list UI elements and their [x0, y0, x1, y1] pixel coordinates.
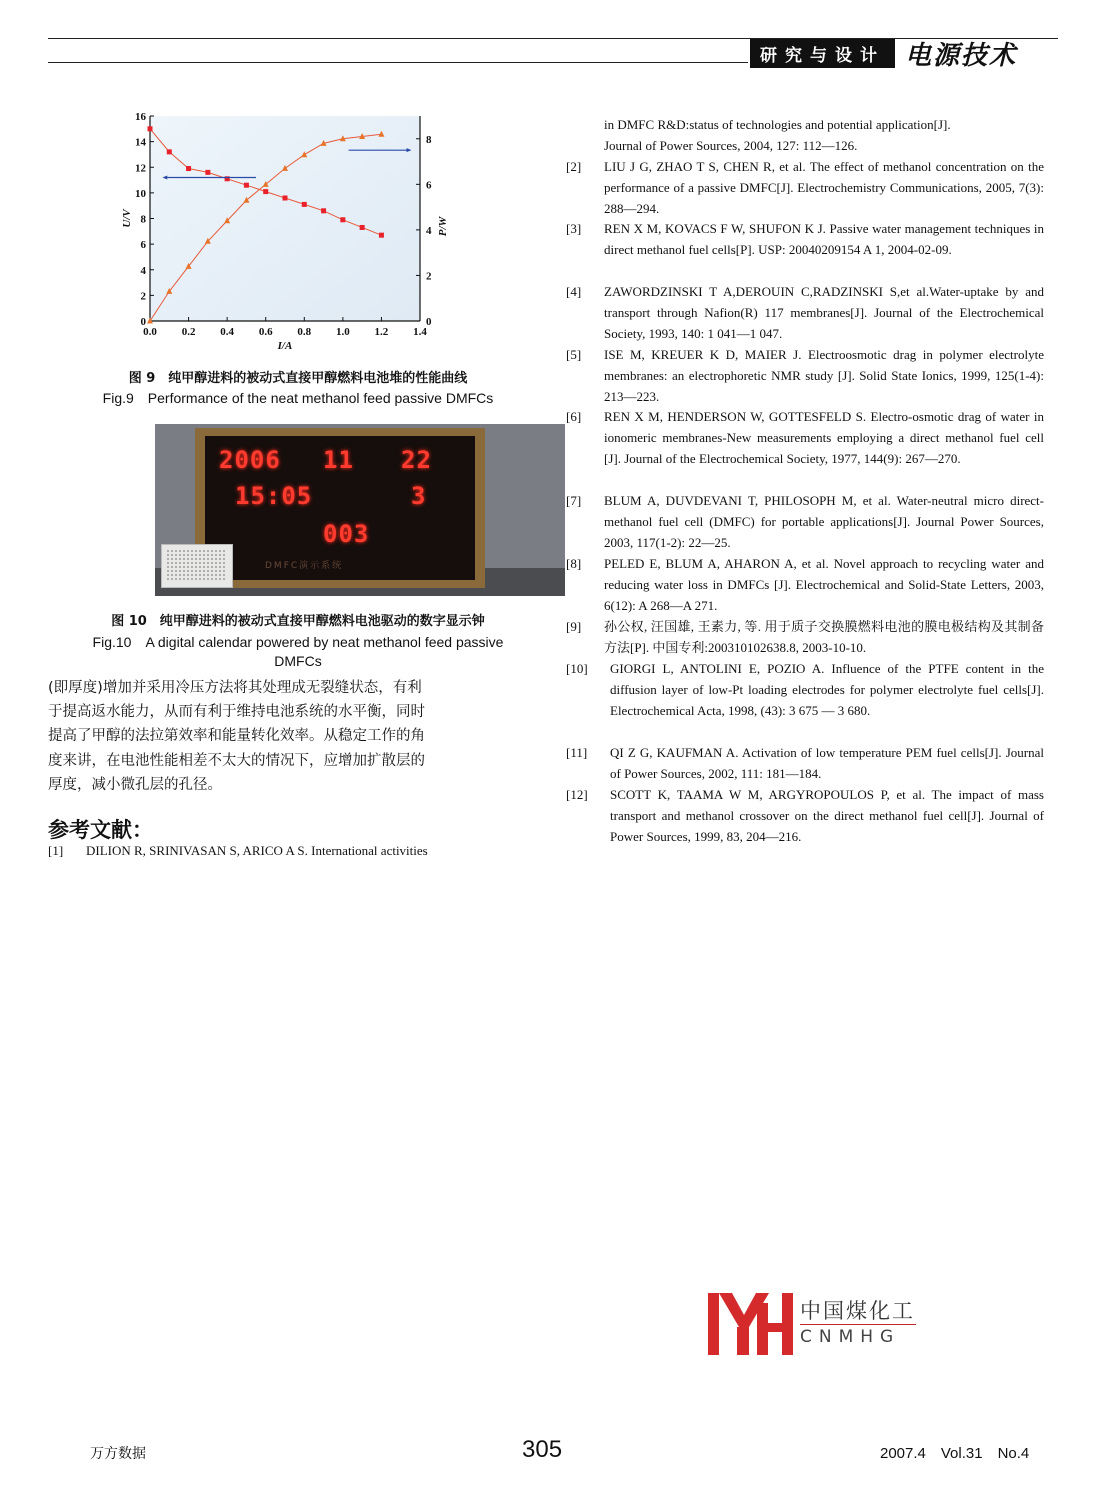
page-number: 305: [522, 1436, 563, 1463]
reference-6: [566, 406, 1044, 469]
reference-8: [566, 553, 1044, 616]
point-U: [167, 149, 172, 154]
clock-label: DMFC演示系统: [265, 561, 344, 571]
point-U: [360, 225, 365, 230]
reference-3: [566, 218, 1044, 260]
reference-4: [566, 281, 1044, 344]
journal-title: 电源技术: [905, 40, 1018, 71]
fuel-cell-box: [161, 544, 233, 588]
ref-text: ZAWORDZINSKI T A,DEROUIN C,RADZINSKI S,et al.Water-uptake by and transport through Nafion(R) 117 membranes[J]. Journal of the Electrochemical Society, 1993, 140: 1 041—1 047.: [604, 284, 1044, 341]
y-left-tick-label: 8: [140, 213, 146, 226]
ref-text: DILION R, SRINIVASAN S, ARICO A S. International activities: [86, 843, 428, 858]
ref-number: [12]: [566, 787, 588, 802]
y-left-tick-label: 4: [140, 264, 146, 277]
reference-12: [566, 784, 1044, 847]
y-left-tick-label: 2: [140, 290, 146, 303]
y-left-tick-label: 14: [135, 136, 146, 149]
logo-mark-icon: [708, 1293, 794, 1355]
ref-number: [5]: [566, 347, 582, 362]
point-U: [321, 208, 326, 213]
body-line: 度来讲，在电池性能相差不太大的情况下，应增加扩散层的: [48, 752, 425, 769]
body-line: 于提高返水能力，从而有利于维持电池系统的水平衡，同时: [48, 704, 425, 721]
fig9-chart: [120, 108, 449, 358]
ref-number: [3]: [566, 221, 582, 236]
section-label: 研究与设计: [750, 39, 895, 68]
fig9-caption-cn: 图 9 纯甲醇进料的被动式直接甲醇燃料电池堆的性能曲线: [128, 371, 468, 386]
y-right-tick-label: 2: [426, 270, 432, 283]
ref-number: [6]: [566, 409, 582, 424]
logo-text-en: CNMHG: [800, 1327, 901, 1347]
y-right-tick-label: 8: [426, 133, 432, 146]
body-line: (即厚度)增加并采用冷压方法将其处理成无裂缝状态，有利: [48, 680, 422, 696]
ref-number: [8]: [566, 556, 582, 571]
x-axis-label: I/A: [277, 340, 293, 352]
y-left-tick-label: 0: [140, 316, 146, 328]
clock-frame: [195, 428, 485, 588]
point-U: [283, 196, 288, 201]
y-left-tick-label: 6: [140, 239, 146, 252]
ref-text: LIU J G, ZHAO T S, CHEN R, et al. The effect of methanol concentration on the performance of a passive DMFC[J]. Electrochemistry Communications, 2005, 7(3): 288—294.: [604, 159, 1044, 216]
logo-text-cn: 中国煤化工: [800, 1299, 915, 1323]
x-tick-label: 0.6: [258, 326, 273, 338]
ref-text: Journal of Power Sources, 2004, 127: 112—126.: [604, 138, 858, 153]
reference-1-cont: [604, 114, 1044, 156]
ref-number: [7]: [566, 493, 582, 508]
y-left-tick-label: 16: [135, 111, 146, 123]
ref-text: PELED E, BLUM A, AHARON A, et al. Novel approach to recycling water and reducing water loss in DMFCs [J]. Electrochemical and Solid-State Letters, 2003, 6(12): A 268—A 271.: [604, 556, 1044, 613]
point-U: [302, 202, 307, 207]
clock-week: 3: [411, 482, 427, 510]
ref-text: GIORGI L, ANTOLINI E, POZIO A. Influence of the PTFE content in the diffusion layer of low-Pt loading electrodes for polymer electrolyte fuel cells[J]. Electrochemical Acta, 1998, (43): 3 675 — 3 680.: [610, 661, 1044, 718]
running-header: [750, 40, 1018, 71]
header-rule-thin: [48, 62, 748, 63]
ref-text: SCOTT K, TAAMA W M, ARGYROPOULOS P, et al. The impact of mass transport and methanol crossover on the direct methanol fuel cell[J]. Journal of Power Sources, 1999, 83, 204—216.: [610, 787, 1044, 844]
ref-number: [9]: [566, 619, 582, 634]
ref-text: BLUM A, DUVDEVANI T, PHILOSOPH M, et al. Water-neutral micro direct-methanol fuel cell (DMFC) for portable applications[J]. Journal Power Sources, 2003, 117(1-2): 22—25.: [604, 493, 1044, 550]
x-tick-label: 0.2: [181, 326, 196, 338]
ref-text: REN X M, HENDERSON W, GOTTESFELD S. Electro-osmotic drag of water in ionomeric membranes-New measurements employing a direct methanol fuel cell [J]. Journal of the Electrochemical Society, 1977, 144(9): 267—270.: [604, 409, 1044, 466]
y-left-axis-label: U/V: [121, 209, 133, 228]
point-U: [244, 183, 249, 188]
clock-year: 2006: [219, 446, 281, 474]
point-U: [186, 166, 191, 171]
reference-11: [566, 742, 1044, 784]
point-U: [263, 189, 268, 194]
reference-7: [566, 490, 1044, 553]
clock-face: [205, 436, 475, 580]
fig10-caption-en-1: Fig.10 A digital calendar powered by neat methanol feed passive: [92, 634, 504, 650]
cnmhg-logo: [708, 1293, 918, 1355]
point-U: [379, 233, 384, 238]
y-left-tick-label: 12: [135, 162, 146, 175]
ref-number: [2]: [566, 159, 582, 174]
issue-info: 2007.4 Vol.31 No.4: [880, 1445, 1030, 1462]
x-tick-label: 1.4: [413, 326, 427, 338]
reference-10: [566, 658, 1044, 721]
box-grille: [166, 549, 226, 581]
ref-text: in DMFC R&D:status of technologies and potential application[J].: [604, 117, 951, 132]
point-U: [148, 126, 153, 131]
clock-counter: 003: [323, 520, 370, 548]
x-tick-label: 1.2: [374, 326, 389, 338]
body-paragraph: [48, 676, 523, 797]
x-tick-label: 0.4: [220, 326, 235, 338]
ref-number: [1]: [48, 843, 64, 858]
ref-text: 孙公权, 汪国雄, 王素力, 等. 用于质子交换膜燃料电池的膜电极结构及其制备方法[P]. 中国专利:200310102638.8, 2003-10-10.: [604, 619, 1044, 655]
reference-2: [566, 156, 1044, 219]
ref-text: REN X M, KOVACS F W, SHUFON K J. Passive water management techniques in direct methanol fuel cells[P]. USP: 20040209154 A 1, 2004-02-09.: [604, 221, 1044, 257]
clock-time: 15:05: [235, 482, 313, 510]
reference-9: [566, 616, 1044, 658]
clock-month: 11: [323, 446, 354, 474]
fig10-caption-en-2: DMFCs: [274, 653, 322, 669]
body-line: 厚度，减小微孔层的孔径。: [48, 776, 222, 793]
fig10-photo: [155, 424, 565, 596]
y-right-tick-label: 0: [426, 316, 432, 328]
y-right-tick-label: 6: [426, 179, 432, 192]
ref-text: QI Z G, KAUFMAN A. Activation of low temperature PEM fuel cells[J]. Journal of Power Sources, 2002, 111: 181—184.: [610, 745, 1044, 781]
reference-5: [566, 344, 1044, 407]
plot-background: [150, 116, 420, 321]
clock-day: 22: [401, 446, 432, 474]
footer-source: 万方数据: [90, 1446, 146, 1462]
body-line: 提高了甲醇的法拉第效率和能量转化效率。从稳定工作的角: [48, 728, 425, 745]
x-tick-label: 0.0: [143, 326, 157, 338]
ref-text: ISE M, KREUER K D, MAIER J. Electroosmotic drag in polymer electrolyte membranes: an electrophoretic NMR study [J]. Solid State Ionics, 1999, 125(1-4): 213—223.: [604, 347, 1044, 404]
ref-number: [11]: [566, 745, 588, 760]
references-title: 参考文献：: [48, 818, 153, 842]
fig10-caption-cn: 图 10 纯甲醇进料的被动式直接甲醇燃料电池驱动的数字显示钟: [111, 614, 485, 629]
y-left-tick-label: 10: [135, 187, 146, 200]
ref-number: [10]: [566, 661, 588, 676]
x-tick-label: 1.0: [335, 326, 350, 338]
fig9-caption-en: Fig.9 Performance of the neat methanol feed passive DMFCs: [102, 390, 494, 406]
y-right-tick-label: 4: [426, 224, 432, 237]
ref-number: [4]: [566, 284, 582, 299]
point-U: [205, 170, 210, 175]
y-right-axis-label: P/W: [437, 216, 449, 237]
reference-1: [48, 840, 523, 861]
x-tick-label: 0.8: [297, 326, 312, 338]
point-U: [340, 217, 345, 222]
